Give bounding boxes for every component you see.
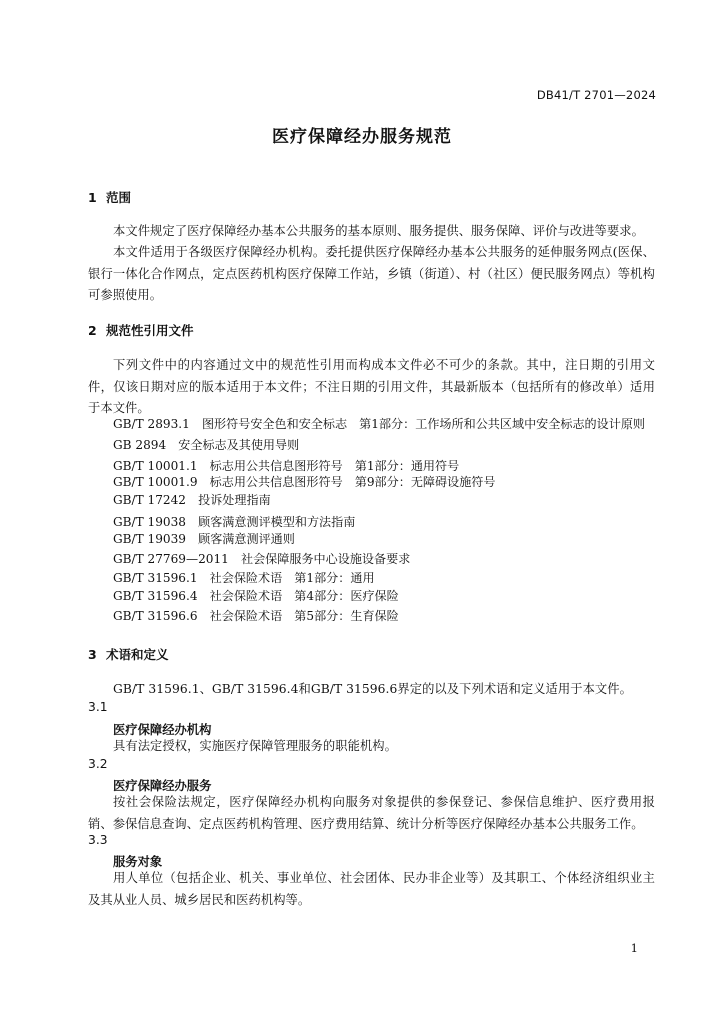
reference-item: GB/T 27769—2011 社会保障服务中心设施设备要求	[113, 552, 411, 566]
term-name: 医疗保障经办机构	[113, 723, 212, 737]
reference-item: GB/T 2893.1 图形符号安全色和安全标志 第1部分：工作场所和公共区域中安全标志的设计原则	[113, 417, 646, 431]
section-number: 1	[88, 190, 97, 205]
term-definition: 用人单位（包括企业、机关、事业单位、社会团体、民办非企业等）及其职工、个体经济组织业主及其从业人员、城乡居民和医药机构等。	[88, 871, 655, 907]
term-definition: 按社会保险法规定，医疗保障经办机构向服务对象提供的参保登记、参保信息维护、医疗费用报销、参保信息查询、定点医药机构管理、医疗费用结算、统计分析等医疗保障经办基本公共服务工作。	[88, 795, 655, 831]
section-3-paragraph-1: GB/T 31596.1、GB/T 31596.4和GB/T 31596.6界定的以及下列术语和定义适用于本文件。	[113, 682, 632, 696]
section-1-paragraph-2: 本文件适用于各级医疗保障经办机构。委托提供医疗保障经办基本公共服务的延伸服务网点(医保、银行一体化合作网点，定点医药机构医疗保障工作站，乡镇（街道）、村（社区）便民服务网点）等机构可参照使用。	[88, 245, 655, 302]
term-number: 3.1	[88, 700, 108, 714]
section-2-heading	[88, 321, 194, 339]
reference-item: GB/T 31596.1 社会保险术语 第1部分：通用	[113, 571, 375, 585]
term-number: 3.3	[88, 833, 108, 847]
term-name: 服务对象	[113, 855, 163, 869]
section-2-paragraph-1: 下列文件中的内容通过文中的规范性引用而构成本文件必不可少的条款。其中，注日期的引用文件，仅该日期对应的版本适用于本文件；不注日期的引用文件，其最新版本（包括所有的修改单）适用于本文件。	[88, 358, 655, 415]
reference-item: GB/T 31596.6 社会保险术语 第5部分：生育保险	[113, 609, 399, 623]
section-1-heading	[88, 188, 131, 206]
reference-item: GB/T 19038 顾客满意测评模型和方法指南	[113, 515, 356, 529]
reference-item: GB/T 10001.1 标志用公共信息图形符号 第1部分：通用符号	[113, 459, 460, 473]
reference-item: GB/T 19039 顾客满意测评通则	[113, 532, 295, 546]
section-1-paragraph-1: 本文件规定了医疗保障经办基本公共服务的基本原则、服务提供、服务保障、评价与改进等要求。	[113, 224, 644, 238]
section-3-heading	[88, 645, 169, 663]
section-title: 术语和定义	[106, 647, 169, 662]
reference-item: GB/T 17242 投诉处理指南	[113, 493, 271, 507]
reference-item: GB 2894 安全标志及其使用导则	[113, 438, 300, 452]
section-number: 2	[88, 323, 97, 338]
reference-item: GB/T 31596.4 社会保险术语 第4部分：医疗保险	[113, 589, 399, 603]
standard-code: DB41/T 2701—2024	[536, 88, 656, 102]
document-title: 医疗保障经办服务规范	[272, 127, 452, 147]
term-definition: 具有法定授权，实施医疗保障管理服务的职能机构。	[113, 739, 397, 753]
page-number: 1	[630, 941, 638, 955]
section-title: 规范性引用文件	[106, 323, 194, 338]
term-name: 医疗保障经办服务	[113, 779, 212, 793]
reference-item: GB/T 10001.9 标志用公共信息图形符号 第9部分：无障碍设施符号	[113, 475, 496, 489]
term-number: 3.2	[88, 757, 108, 771]
section-number: 3	[88, 647, 97, 662]
section-title: 范围	[106, 190, 132, 205]
